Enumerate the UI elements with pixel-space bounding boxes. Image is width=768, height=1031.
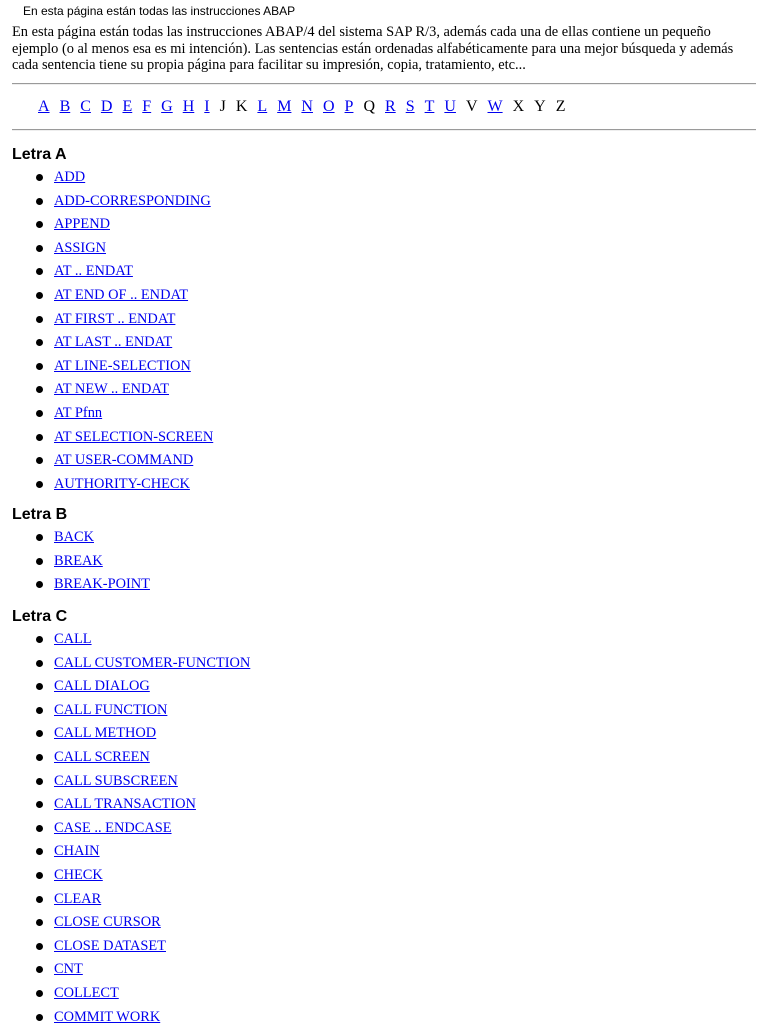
instruction-list — [0, 168, 213, 498]
alphabet-letter-v: V — [466, 97, 478, 117]
bullet-icon — [36, 534, 43, 541]
bullet-icon — [36, 896, 43, 903]
instruction-link[interactable]: COMMIT WORK — [54, 1009, 160, 1025]
list-item — [0, 192, 213, 216]
instruction-link[interactable]: AT .. ENDAT — [54, 263, 133, 279]
instruction-link[interactable]: ADD — [54, 169, 85, 185]
top-divider — [12, 83, 756, 85]
alphabet-letter-t[interactable]: T — [425, 97, 435, 117]
section-heading: Letra A — [12, 146, 67, 164]
bullet-icon — [36, 221, 43, 228]
bullet-icon — [36, 801, 43, 808]
alphabet-letter-m[interactable]: M — [277, 97, 291, 117]
intro-paragraph: En esta página están todas las instrucciones ABAP/4 del sistema SAP R/3, además cada una de ellas contiene un pequeño ejemplo (o al menos esa es mi intención). Las sentencias están ordenadas alfabéticamente para una mejor búsqueda y además cada sentencia tiene su propia página para facilitar su impresión, copia, tratamiento, etc... — [12, 24, 758, 74]
list-item — [0, 168, 213, 192]
alphabet-letter-n[interactable]: N — [301, 97, 313, 117]
instruction-link[interactable]: AT LINE-SELECTION — [54, 358, 191, 374]
instruction-link[interactable]: BACK — [54, 529, 94, 545]
list-item — [0, 428, 213, 452]
list-item — [0, 701, 250, 725]
bullet-icon — [36, 339, 43, 346]
list-item — [0, 552, 150, 576]
instruction-link[interactable]: CALL DIALOG — [54, 678, 150, 694]
list-item — [0, 630, 250, 654]
list-item — [0, 748, 250, 772]
list-item — [0, 262, 213, 286]
alphabet-letter-d[interactable]: D — [101, 97, 113, 117]
bullet-icon — [36, 268, 43, 275]
list-item — [0, 528, 150, 552]
list-item — [0, 215, 213, 239]
bullet-icon — [36, 363, 43, 370]
instruction-link[interactable]: CALL — [54, 631, 92, 647]
alphabet-letter-u[interactable]: U — [444, 97, 456, 117]
list-item — [0, 984, 250, 1008]
list-item — [0, 380, 213, 404]
alphabet-letter-w[interactable]: W — [488, 97, 503, 117]
alphabet-letter-k: K — [236, 97, 248, 117]
list-item — [0, 451, 213, 475]
bullet-icon — [36, 434, 43, 441]
alphabet-letter-x: X — [513, 97, 525, 117]
list-item — [0, 772, 250, 796]
bullet-icon — [36, 778, 43, 785]
instruction-link[interactable]: CALL FUNCTION — [54, 702, 167, 718]
alphabet-letter-o[interactable]: O — [323, 97, 335, 117]
instruction-link[interactable]: CALL TRANSACTION — [54, 796, 196, 812]
list-item — [0, 310, 213, 334]
instruction-list — [0, 630, 250, 1031]
bullet-icon — [36, 660, 43, 667]
instruction-list — [0, 528, 150, 599]
instruction-link[interactable]: AT FIRST .. ENDAT — [54, 311, 175, 327]
bullet-icon — [36, 848, 43, 855]
instruction-link[interactable]: CALL METHOD — [54, 725, 156, 741]
instruction-link[interactable]: ASSIGN — [54, 240, 106, 256]
alphabet-letter-r[interactable]: R — [385, 97, 396, 117]
bullet-icon — [36, 990, 43, 997]
list-item — [0, 866, 250, 890]
instruction-link[interactable]: CLOSE CURSOR — [54, 914, 161, 930]
bullet-icon — [36, 581, 43, 588]
instruction-link[interactable]: CALL SCREEN — [54, 749, 150, 765]
list-item — [0, 239, 213, 263]
alphabet-letter-f[interactable]: F — [142, 97, 151, 117]
instruction-link[interactable]: ADD-CORRESPONDING — [54, 193, 211, 209]
alphabet-letter-z: Z — [556, 97, 566, 117]
list-item — [0, 960, 250, 984]
alphabet-letter-s[interactable]: S — [406, 97, 415, 117]
alphabet-index — [38, 97, 576, 117]
instruction-link[interactable]: AT NEW .. ENDAT — [54, 381, 169, 397]
bullet-icon — [36, 481, 43, 488]
bullet-icon — [36, 683, 43, 690]
bullet-icon — [36, 707, 43, 714]
bullet-icon — [36, 198, 43, 205]
instruction-link[interactable]: COLLECT — [54, 985, 119, 1001]
alphabet-letter-p[interactable]: P — [345, 97, 354, 117]
section-heading: Letra B — [12, 506, 67, 524]
alphabet-letter-j: J — [220, 97, 226, 117]
instruction-link[interactable]: CLEAR — [54, 891, 101, 907]
instruction-link[interactable]: BREAK — [54, 553, 103, 569]
bottom-divider — [12, 129, 756, 131]
list-item — [0, 913, 250, 937]
instruction-link[interactable]: CALL SUBSCREEN — [54, 773, 178, 789]
instruction-link[interactable]: APPEND — [54, 216, 110, 232]
bullet-icon — [36, 919, 43, 926]
instruction-link[interactable]: CALL CUSTOMER-FUNCTION — [54, 655, 250, 671]
alphabet-letter-c[interactable]: C — [80, 97, 91, 117]
list-item — [0, 819, 250, 843]
list-item — [0, 357, 213, 381]
instruction-link[interactable]: AT LAST .. ENDAT — [54, 334, 172, 350]
instruction-link[interactable]: CHECK — [54, 867, 103, 883]
instruction-link[interactable]: AT END OF .. ENDAT — [54, 287, 188, 303]
bullet-icon — [36, 457, 43, 464]
bullet-icon — [36, 410, 43, 417]
bullet-icon — [36, 292, 43, 299]
list-item — [0, 475, 213, 499]
bullet-icon — [36, 316, 43, 323]
alphabet-letter-a[interactable]: A — [38, 97, 50, 117]
bullet-icon — [36, 754, 43, 761]
alphabet-letter-i[interactable]: I — [204, 97, 209, 117]
bullet-icon — [36, 1014, 43, 1021]
instruction-link[interactable]: CHAIN — [54, 843, 100, 859]
list-item — [0, 890, 250, 914]
bullet-icon — [36, 730, 43, 737]
list-item — [0, 795, 250, 819]
alphabet-letter-y: Y — [534, 97, 546, 117]
alphabet-letter-e[interactable]: E — [122, 97, 132, 117]
instruction-link[interactable]: CASE .. ENDCASE — [54, 820, 172, 836]
list-item — [0, 724, 250, 748]
list-item — [0, 575, 150, 599]
list-item — [0, 654, 250, 678]
instruction-link[interactable]: BREAK-POINT — [54, 576, 150, 592]
bullet-icon — [36, 943, 43, 950]
list-item — [0, 677, 250, 701]
list-item — [0, 937, 250, 961]
bullet-icon — [36, 386, 43, 393]
bullet-icon — [36, 558, 43, 565]
list-item — [0, 333, 213, 357]
bullet-icon — [36, 636, 43, 643]
instruction-link[interactable]: AT SELECTION-SCREEN — [54, 429, 213, 445]
list-item — [0, 404, 213, 428]
list-item — [0, 286, 213, 310]
list-item — [0, 1008, 250, 1031]
instruction-link[interactable]: CNT — [54, 961, 83, 977]
bullet-icon — [36, 245, 43, 252]
page-title: En esta página están todas las instrucciones ABAP — [23, 3, 295, 19]
instruction-link[interactable]: CLOSE DATASET — [54, 938, 166, 954]
alphabet-letter-q: Q — [363, 97, 375, 117]
bullet-icon — [36, 872, 43, 879]
instruction-link[interactable]: AUTHORITY-CHECK — [54, 476, 190, 492]
bullet-icon — [36, 966, 43, 973]
list-item — [0, 842, 250, 866]
alphabet-letter-l[interactable]: L — [257, 97, 267, 117]
bullet-icon — [36, 825, 43, 832]
alphabet-letter-g[interactable]: G — [161, 97, 173, 117]
alphabet-letter-h[interactable]: H — [183, 97, 195, 117]
instruction-link[interactable]: AT Pfnn — [54, 405, 102, 421]
section-heading: Letra C — [12, 608, 67, 626]
instruction-link[interactable]: AT USER-COMMAND — [54, 452, 193, 468]
bullet-icon — [36, 174, 43, 181]
alphabet-letter-b[interactable]: B — [60, 97, 71, 117]
